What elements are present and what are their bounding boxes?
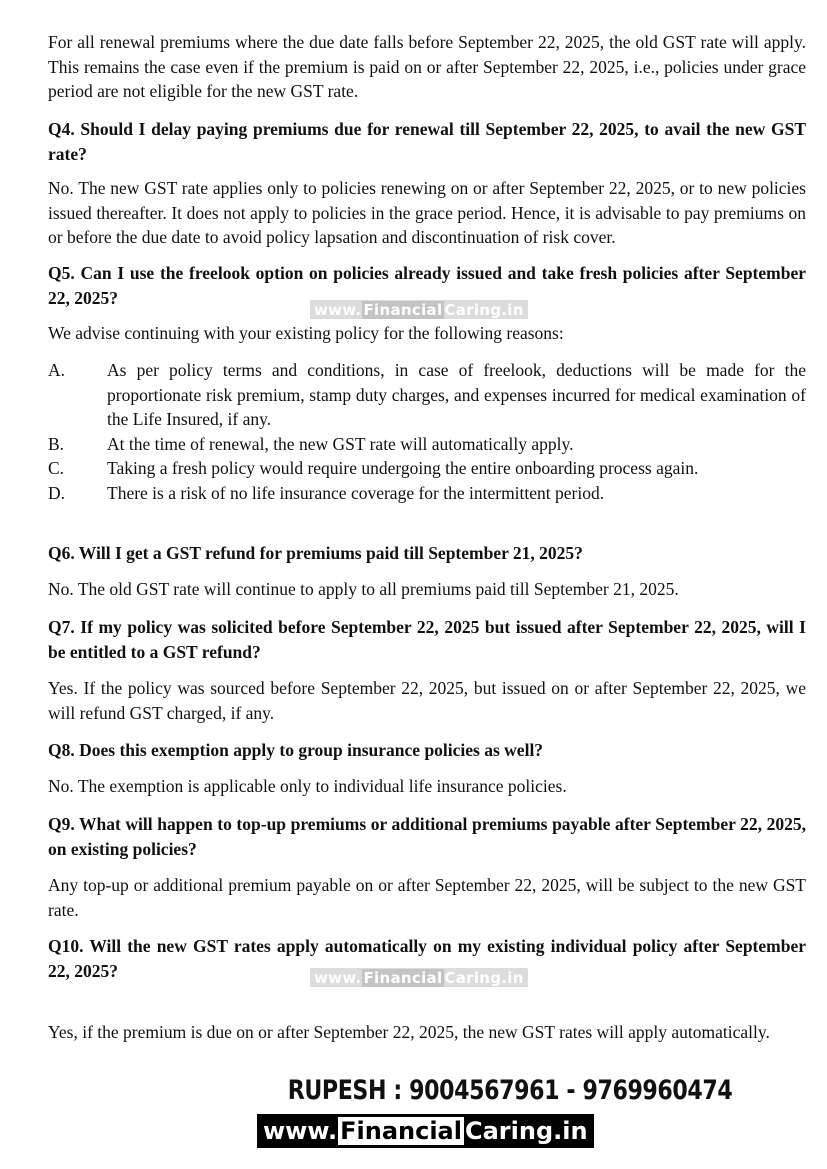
watermark-suffix: Caring.in	[444, 300, 524, 319]
list-item	[48, 358, 806, 432]
faq-question-q9: Q9. What will happen to top-up premiums or additional premiums payable after September 22, 2025, on existing policies?	[48, 814, 806, 859]
list-letter: D.	[48, 482, 66, 503]
watermark	[310, 300, 528, 319]
faq-answer-q10: Yes, if the premium is due on or after September 22, 2025, the new GST rates will apply automatically.	[48, 1022, 770, 1042]
list-text: There is a risk of no life insurance coverage for the intermittent period.	[107, 482, 605, 503]
faq-question-q7: Q7. If my policy was solicited before September 22, 2025 but issued after September 22, 2025, will I be entitled to a GST refund?	[48, 617, 806, 662]
footer-website	[257, 1114, 594, 1148]
faq-question-q4: Q4. Should I delay paying premiums due for renewal till September 22, 2025, to avail the new GST rate?	[48, 119, 806, 164]
faq-answer-q5: We advise continuing with your existing policy for the following reasons:	[48, 323, 564, 343]
watermark-prefix: www.	[314, 968, 362, 987]
watermark-mid: Financial	[363, 300, 443, 319]
faq-answer-q6: No. The old GST rate will continue to apply to all premiums paid till September 21, 2025.	[48, 579, 679, 599]
faq-answer-q4: No. The new GST rate applies only to policies renewing on or after September 22, 2025, or to new policies issued thereafter. It does not apply to policies in the grace period. Hence, it is advisable to pay premiums on or before the due date to avoid policy lapsation and discontinuation of risk cover.	[48, 178, 806, 247]
footer-site-mid: Financial	[340, 1117, 462, 1145]
watermark-suffix: Caring.in	[444, 968, 524, 987]
faq-question-q10: Q10. Will the new GST rates apply automatically on my existing individual policy after September 22, 2025?	[48, 936, 806, 981]
list-letter: A.	[48, 360, 66, 380]
footer-site-prefix: www.	[263, 1117, 338, 1145]
list-item	[48, 481, 806, 506]
faq-question-q5: Q5. Can I use the freelook option on policies already issued and take fresh policies after September 22, 2025?	[48, 263, 806, 308]
list-letter: B.	[48, 433, 65, 454]
intro-paragraph: For all renewal premiums where the due date falls before September 22, 2025, the old GST rate will apply. This remains the case even if the premium is paid on or after September 22, 2025, i.e., policies under grace period are not eligible for the new GST rate.	[48, 32, 806, 101]
watermark-prefix: www.	[314, 300, 362, 319]
list-text: As per policy terms and conditions, in case of freelook, deductions will be made for the proportionate risk premium, stamp duty charges, and expenses incurred for medical examination of the Life Insured, if any.	[107, 360, 806, 429]
list-text: Taking a fresh policy would require undergoing the entire onboarding process again.	[107, 458, 699, 478]
reasons-list	[48, 358, 806, 505]
faq-question-q6: Q6. Will I get a GST refund for premiums paid till September 21, 2025?	[48, 543, 583, 563]
list-item	[48, 456, 806, 481]
list-letter: C.	[48, 458, 65, 478]
footer-contact: RUPESH : 9004567961 - 9769960474	[287, 1075, 733, 1106]
faq-answer-q8: No. The exemption is applicable only to individual life insurance policies.	[48, 776, 567, 796]
faq-answer-q9: Any top-up or additional premium payable on or after September 22, 2025, will be subject to the new GST rate.	[48, 875, 806, 920]
watermark	[310, 968, 528, 987]
faq-answer-q7: Yes. If the policy was sourced before September 22, 2025, but issued on or after September 22, 2025, we will refund GST charged, if any.	[48, 678, 806, 723]
list-text: At the time of renewal, the new GST rate will automatically apply.	[107, 433, 574, 454]
list-item	[48, 432, 806, 457]
footer-site-suffix: Caring.in	[464, 1117, 588, 1145]
watermark-mid: Financial	[363, 968, 443, 987]
faq-question-q8: Q8. Does this exemption apply to group insurance policies as well?	[48, 740, 544, 760]
